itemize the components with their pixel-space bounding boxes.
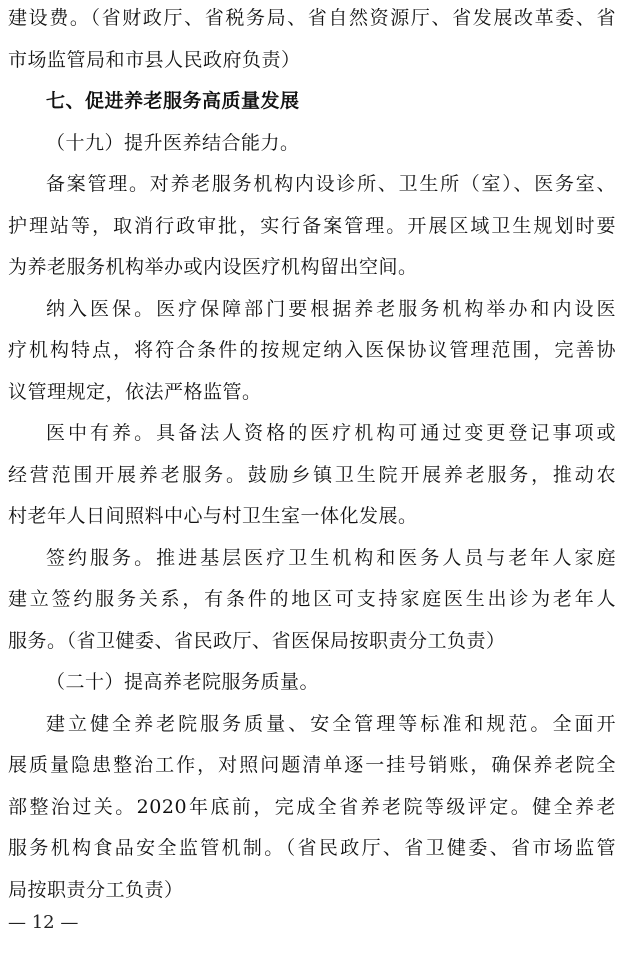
paragraph-line: 签约服务。推进基层医疗卫生机构和医务人员与老年人家庭 — [46, 546, 616, 569]
paragraph-line: 展质量隐患整治工作，对照问题清单逐一挂号销账，确保养老院全 — [8, 754, 616, 776]
paragraph-line: 经营范围开展养老服务。鼓励乡镇卫生院开展养老服务，推动农 — [8, 463, 616, 486]
paragraph-line: 市场监管局和市县人民政府负责） — [8, 48, 301, 71]
section-heading: 七、促进养老服务高质量发展 — [46, 90, 300, 112]
paragraph-line: 疗机构特点，将符合条件的按规定纳入医保协议管理范围，完善协 — [8, 339, 616, 361]
paragraph-line: 建立签约服务关系，有条件的地区可支持家庭医生出诊为老年人 — [8, 588, 616, 610]
paragraph-line: 为养老服务机构举办或内设医疗机构留出空间。 — [8, 256, 418, 278]
paragraph-line: 建立健全养老院服务质量、安全管理等标准和规范。全面开 — [46, 712, 616, 735]
paragraph-line: 建设费。（省财政厅、省税务局、省自然资源厅、省发展改革委、省 — [8, 7, 616, 29]
subsection-heading: （十九）提升医养结合能力。 — [46, 131, 300, 154]
paragraph-line: 医中有养。具备法人资格的医疗机构可通过变更登记事项或 — [46, 422, 616, 444]
paragraph-line: 议管理规定，依法严格监管。 — [8, 380, 262, 403]
subsection-heading: （二十）提高养老院服务质量。 — [46, 671, 320, 693]
paragraph-line: 局按职责分工负责） — [8, 878, 184, 901]
paragraph-line: 部整治过关。2020年底前，完成全省养老院等级评定。健全养老 — [8, 795, 616, 818]
paragraph-line: 护理站等，取消行政审批，实行备案管理。开展区域卫生规划时要 — [8, 214, 616, 237]
paragraph-line: 纳入医保。医疗保障部门要根据养老服务机构举办和内设医 — [46, 297, 616, 320]
paragraph-line: 服务。（省卫健委、省民政厅、省医保局按职责分工负责） — [8, 629, 506, 652]
page-number: — 12 — — [8, 912, 79, 933]
paragraph-line: 备案管理。对养老服务机构内设诊所、卫生所（室）、医务室、 — [46, 173, 616, 195]
paragraph-line: 服务机构食品安全监管机制。（省民政厅、省卫健委、省市场监管 — [8, 837, 616, 859]
paragraph-line: 村老年人日间照料中心与村卫生室一体化发展。 — [8, 505, 418, 527]
